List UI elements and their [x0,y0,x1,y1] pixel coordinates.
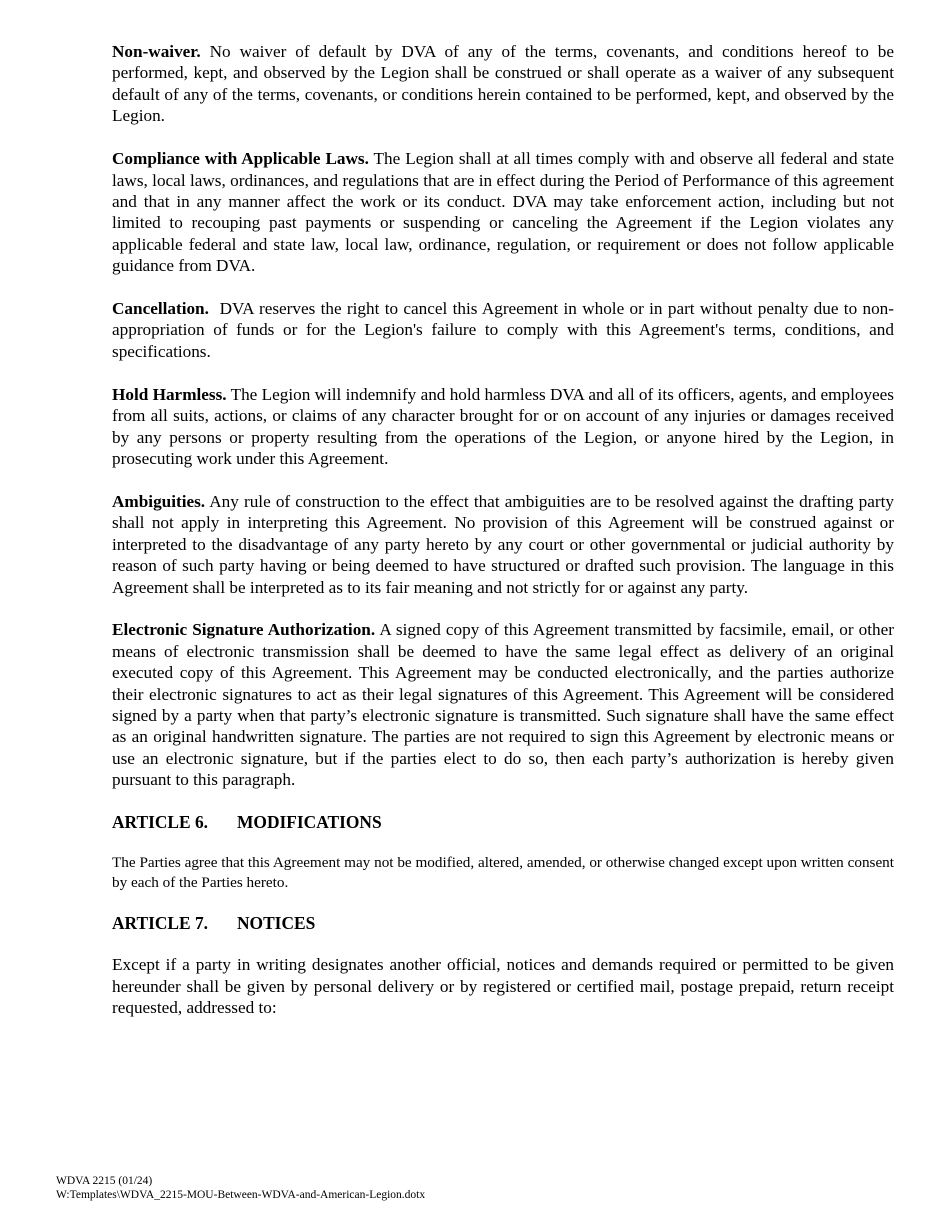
section-body: DVA reserves the right to cancel this Agreement in whole or in part without penalty due to non-appropriation of funds or for the Legion's failure to comply with this Agreement's terms, conditions, and specifications. [112,299,899,361]
article-6-heading [112,812,894,833]
article-7-heading [112,913,894,934]
page-footer [56,1174,425,1202]
section-electronic-signature [112,619,894,790]
section-title: Cancellation. [112,299,209,319]
article-6-body: The Parties agree that this Agreement may not be modified, altered, amended, or otherwise changed except upon written consent by each of the Parties hereto. [112,854,894,892]
section-body: A signed copy of this Agreement transmitted by facsimile, email, or other means of electronic transmission shall be deemed to have the same legal effect as delivery of an original executed copy of this Agreement. This Agreement may be conducted electronically, and the parties authorize their electronic signatures to act as their legal signatures of this Agreement. This Agreement will be considered signed by a party when that party’s electronic signature is transmitted. Such signature shall have the same effect as an original handwritten signature. The parties are not required to sign this Agreement by electronic means or use an electronic signature, but if the parties elect to do so, then each party’s authorization is hereby given pursuant to this paragraph. [112,620,894,790]
section-title: Ambiguities. [112,491,206,511]
section-body: Any rule of construction to the effect that ambiguities are to be resolved against the drafting party shall not apply in interpreting this Agreement. No provision of this Agreement will be construed against or interpreted to the disadvantage of any party hereto by any court or other governmental or judicial authority by reason of such party having or being deemed to have structured or drafted such provision. The language in this Agreement shall be interpreted as to its fair meaning and not strictly for or against any party. [112,491,894,597]
section-title: Electronic Signature Authorization. [112,620,376,640]
document-page [112,41,899,1040]
section-body: No waiver of default by DVA of any of the terms, covenants, and conditions hereof to be performed, kept, and observed by the Legion shall be construed or shall operate as a waiver of any subsequent default of any of the terms, covenants, or conditions herein contained to be performed, kept, and observed by the Legion. [112,42,894,126]
article-title: NOTICES [237,913,316,934]
section-body: The Legion shall at all times comply with and observe all federal and state laws, local laws, ordinances, and regulations that are in effect during the Period of Performance of this agreement and that in any manner affect the work or its conduct. DVA may take enforcement action, including but not limited to recouping past payments or suspending or canceling the Agreement if the Legion violates any applicable federal and state law, local law, ordinance, regulation, or requirement or does not follow applicable guidance from DVA. [112,149,894,276]
article-number: ARTICLE 7. [112,913,209,934]
section-hold-harmless [112,384,894,470]
section-ambiguities [112,491,894,598]
section-body: The Legion will indemnify and hold harmless DVA and all of its officers, agents, and employees from all suits, actions, or claims of any character brought for or on account of any injuries or damages received by any persons or property resulting from the operations of the Legion, or anyone hired by the Legion, in prosecuting work under this Agreement. [112,384,894,468]
article-7-body: Except if a party in writing designates another official, notices and demands required or permitted to be given hereunder shall be given by personal delivery or by registered or certified mail, postage prepaid, return receipt requested, addressed to: [112,955,894,1017]
section-compliance [112,148,894,276]
article-number: ARTICLE 6. [112,812,209,833]
section-title: Compliance with Applicable Laws. [112,149,369,169]
article-title: MODIFICATIONS [237,812,382,833]
form-id: WDVA 2215 (01/24) [56,1175,153,1187]
section-title: Non-waiver. [112,42,201,61]
section-title: Hold Harmless. [112,384,227,404]
section-cancellation [112,298,899,362]
template-path: W:Templates\WDVA_2215-MOU-Between-WDVA-and-American-Legion.dotx [56,1189,426,1201]
section-non-waiver [112,41,894,127]
